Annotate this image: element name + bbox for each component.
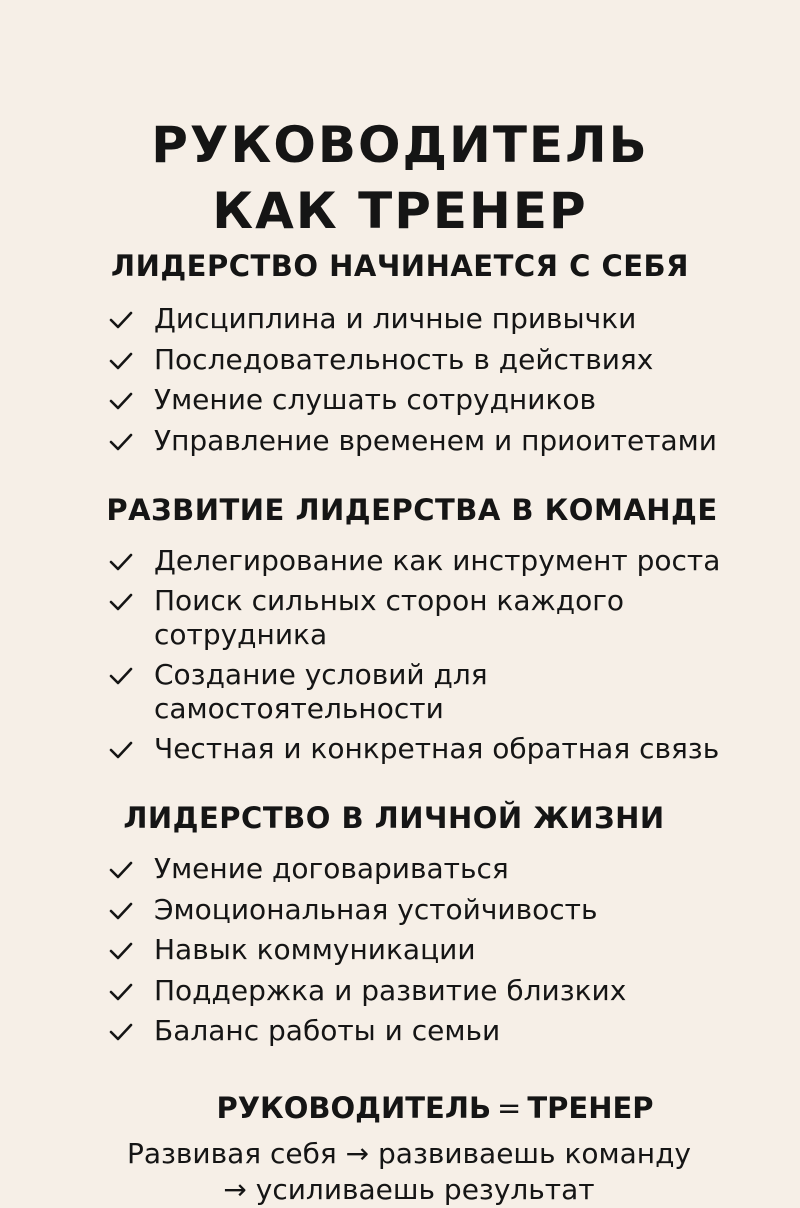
section-heading: ЛИДЕРСТВО НАЧИНАЕТСЯ С СЕБЯ bbox=[110, 249, 689, 283]
list-item bbox=[108, 1014, 768, 1048]
check-icon bbox=[108, 308, 134, 332]
footer-line-2: → усиливаешь результат bbox=[223, 1173, 595, 1206]
check-icon bbox=[108, 664, 134, 688]
equals-sign: = bbox=[497, 1091, 522, 1125]
check-icon bbox=[108, 550, 134, 574]
section-heading: ЛИДЕРСТВО В ЛИЧНОЙ ЖИЗНИ bbox=[123, 801, 665, 835]
check-icon bbox=[108, 389, 134, 413]
check-icon bbox=[108, 899, 134, 923]
title-line-2: КАК ТРЕНЕР bbox=[212, 181, 588, 240]
check-icon bbox=[108, 858, 134, 882]
page-title bbox=[0, 112, 800, 244]
list-item-text: Честная и конкретная обратная связь bbox=[154, 732, 720, 765]
list-item bbox=[108, 852, 768, 886]
check-icon bbox=[108, 590, 134, 614]
check-icon bbox=[108, 738, 134, 762]
footer-formula-right: ТРЕНЕР bbox=[527, 1091, 654, 1125]
check-icon bbox=[108, 980, 134, 1004]
item-list bbox=[108, 302, 768, 465]
list-item-text: Дисциплина и личные привычки bbox=[154, 302, 637, 335]
footer-line-1: Развивая себя → развиваешь команду bbox=[126, 1137, 692, 1170]
list-item bbox=[108, 544, 768, 578]
check-icon bbox=[108, 1020, 134, 1044]
footer-formula-left: РУКОВОДИТЕЛЬ bbox=[216, 1091, 492, 1125]
list-item-text: Баланс работы и семьи bbox=[154, 1014, 501, 1047]
check-icon bbox=[108, 349, 134, 373]
list-item bbox=[108, 933, 768, 967]
list-item bbox=[108, 424, 768, 458]
list-item bbox=[108, 302, 768, 336]
list-item bbox=[108, 584, 768, 652]
list-item-text: Поиск сильных сторон каждого сотрудника bbox=[154, 584, 625, 651]
list-item-text: Управление временем и приоитетами bbox=[154, 424, 717, 458]
list-item bbox=[108, 893, 768, 927]
list-item-text: Эмоциональная устойчивость bbox=[154, 892, 598, 926]
list-item-text: Умение слушать сотрудников bbox=[154, 383, 596, 417]
list-item bbox=[108, 343, 768, 377]
list-item-text: Умение договариваться bbox=[154, 852, 509, 885]
list-item-text: Делегирование как инструмент роста bbox=[154, 544, 721, 577]
item-list bbox=[108, 544, 768, 772]
list-item-text: Поддержка и развитие близких bbox=[154, 973, 627, 1007]
list-item bbox=[108, 383, 768, 417]
footer-formula bbox=[0, 1090, 800, 1126]
check-icon bbox=[108, 430, 134, 454]
list-item-text: Последовательность в действиях bbox=[154, 342, 654, 376]
check-icon bbox=[108, 939, 134, 963]
list-item-text: Создание условий для самостоятельности bbox=[154, 658, 488, 725]
title-line-1: РУКОВОДИТЕЛЬ bbox=[151, 115, 649, 174]
section-heading: РАЗВИТИЕ ЛИДЕРСТВА В КОМАНДЕ bbox=[106, 493, 718, 527]
list-item bbox=[108, 658, 768, 726]
list-item bbox=[108, 974, 768, 1008]
list-item bbox=[108, 732, 768, 766]
item-list bbox=[108, 852, 768, 1055]
list-item-text: Навык коммуникации bbox=[154, 933, 476, 966]
